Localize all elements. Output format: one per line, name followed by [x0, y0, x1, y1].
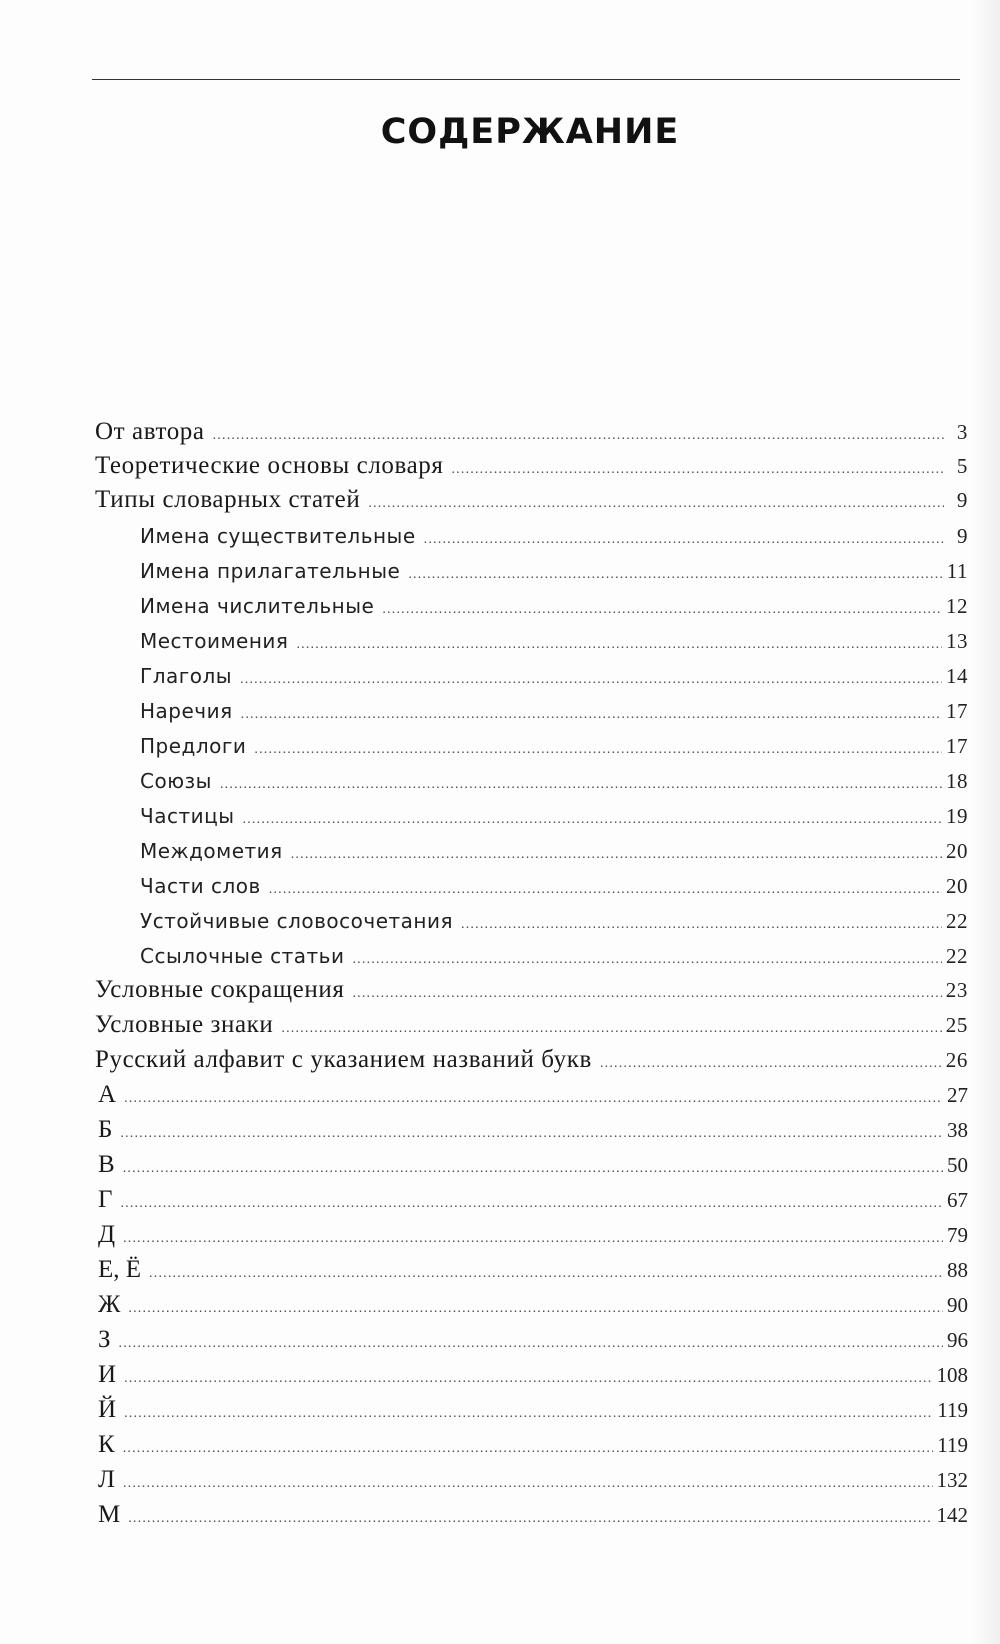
toc-entry-label: Имена числительные [140, 594, 375, 618]
toc-entry-page: 96 [947, 1328, 968, 1352]
toc-letter-entry[interactable] [98, 1431, 968, 1459]
toc-letter-entry[interactable] [98, 1221, 968, 1249]
toc-entry[interactable] [95, 486, 968, 514]
toc-entry-label: Е, Ё [98, 1256, 142, 1283]
dot-leader [352, 986, 941, 1002]
toc-letter-entry[interactable] [98, 1186, 968, 1214]
dot-leader [424, 532, 944, 548]
toc-entry-label: Теоретические основы словаря [95, 452, 444, 479]
toc-letter-entry[interactable] [98, 1466, 968, 1494]
dot-leader [296, 637, 942, 653]
toc-letter-entry[interactable] [98, 1291, 968, 1319]
toc-entry-page: 27 [947, 1083, 968, 1107]
dot-leader [600, 1056, 942, 1072]
toc-subentry[interactable] [140, 839, 968, 864]
toc-entry-page: 26 [945, 1048, 968, 1072]
toc-entry-label: Л [98, 1466, 115, 1493]
page-edge-shadow [972, 0, 1000, 1644]
toc-subentry[interactable] [140, 769, 968, 794]
toc-entry-page: 11 [946, 559, 968, 583]
toc-entry-label: К [98, 1431, 115, 1458]
dot-leader [124, 1406, 933, 1422]
toc-letter-entry[interactable] [98, 1396, 968, 1424]
toc-letter-entry[interactable] [98, 1256, 968, 1284]
toc-entry-label: Междометия [140, 839, 283, 863]
toc-entry[interactable] [95, 976, 968, 1004]
toc-entry-label: Имена существительные [140, 524, 416, 548]
dot-leader [241, 707, 942, 723]
toc-entry-label: От автора [95, 418, 205, 445]
toc-letter-entry[interactable] [98, 1361, 968, 1389]
toc-entry-label: Русский алфавит с указанием названий букв [95, 1046, 592, 1073]
dot-leader [291, 847, 942, 863]
dot-leader [243, 812, 942, 828]
toc-entry[interactable] [95, 418, 968, 446]
toc-subentry[interactable] [140, 734, 968, 759]
toc-entry-label: Части слов [140, 874, 261, 898]
toc-entry-label: З [98, 1326, 111, 1353]
toc-letter-entry[interactable] [98, 1501, 968, 1529]
dot-leader [240, 672, 942, 688]
toc-entry-label: Местоимения [140, 629, 289, 653]
toc-subentry[interactable] [140, 909, 968, 934]
toc-entry-page: 25 [945, 1013, 968, 1037]
toc-entry-page: 20 [946, 839, 968, 863]
dot-leader [123, 1441, 934, 1457]
toc-entry-page: 9 [956, 488, 968, 512]
toc-letter-entry[interactable] [98, 1326, 968, 1354]
toc-subentry[interactable] [140, 664, 968, 689]
toc-entry-page: 119 [937, 1433, 968, 1457]
toc-subentry[interactable] [140, 804, 968, 829]
dot-leader [123, 1231, 943, 1247]
toc-entry-label: А [98, 1081, 117, 1108]
toc-entry-page: 18 [946, 769, 968, 793]
toc-entry-page: 17 [946, 699, 968, 723]
toc-subentry[interactable] [140, 524, 968, 549]
toc-entry-page: 108 [936, 1363, 968, 1387]
dot-leader [408, 567, 942, 583]
dot-leader [382, 602, 942, 618]
dot-leader [124, 1371, 932, 1387]
toc-entry-label: Ссылочные статьи [140, 944, 345, 968]
toc-entry-page: 9 [957, 524, 968, 548]
toc-entry-label: Союзы [140, 769, 212, 793]
toc-entry-page: 22 [946, 944, 968, 968]
toc-entry[interactable] [95, 452, 968, 480]
dot-leader [213, 428, 944, 444]
toc-entry-page: 119 [937, 1398, 968, 1422]
dot-leader [352, 952, 942, 968]
toc-entry-label: Имена прилагательные [140, 559, 401, 583]
toc-letter-entry[interactable] [98, 1116, 968, 1144]
toc-entry-label: Й [98, 1396, 117, 1423]
toc-subentry[interactable] [140, 944, 968, 969]
toc-entry-label: М [98, 1501, 121, 1528]
toc-entry-page: 5 [956, 454, 968, 478]
toc-entry-page: 38 [947, 1118, 968, 1142]
toc-entry-page: 3 [956, 420, 968, 444]
dot-leader [368, 496, 944, 512]
toc-subentry[interactable] [140, 699, 968, 724]
toc-entry[interactable] [95, 1011, 968, 1039]
dot-leader [124, 1091, 943, 1107]
toc-entry-page: 13 [946, 629, 968, 653]
toc-entry-page: 19 [946, 804, 968, 828]
toc-entry-label: Ж [98, 1291, 121, 1318]
toc-entry-label: Частицы [140, 804, 235, 828]
dot-leader [451, 462, 944, 478]
toc-subentry[interactable] [140, 629, 968, 654]
toc-subentry[interactable] [140, 594, 968, 619]
toc-entry-page: 79 [947, 1223, 968, 1247]
toc-entry-label: Типы словарных статей [95, 486, 361, 513]
toc-entry-label: Наречия [140, 699, 233, 723]
toc-letter-entry[interactable] [98, 1151, 968, 1179]
toc-subentry[interactable] [140, 874, 968, 899]
dot-leader [120, 1126, 943, 1142]
toc-entry-page: 12 [946, 594, 968, 618]
toc-entry-label: Предлоги [140, 734, 247, 758]
page-title: СОДЕРЖАНИЕ [380, 112, 680, 152]
toc-entry-page: 17 [946, 734, 968, 758]
dot-leader [220, 777, 942, 793]
dot-leader [269, 882, 942, 898]
toc-entry-page: 20 [946, 874, 968, 898]
toc-entry-page: 90 [947, 1293, 968, 1317]
toc-entry-label: И [98, 1361, 117, 1388]
dot-leader [128, 1301, 943, 1317]
toc-entry-page: 142 [936, 1503, 968, 1527]
toc-entry-page: 14 [946, 664, 968, 688]
toc-entry-page: 88 [947, 1258, 968, 1282]
toc-entry-label: Глаголы [140, 664, 233, 688]
toc-entry-page: 23 [945, 978, 968, 1002]
dot-leader [128, 1511, 932, 1527]
dot-leader [281, 1021, 941, 1037]
toc-entry-label: Условные знаки [95, 1011, 274, 1038]
dot-leader [123, 1161, 943, 1177]
toc-subentry[interactable] [140, 559, 968, 584]
toc-entry-page: 22 [946, 909, 968, 933]
dot-leader [149, 1266, 943, 1282]
dot-leader [123, 1476, 933, 1492]
dot-leader [120, 1196, 943, 1212]
toc-entry-page: 67 [947, 1188, 968, 1212]
dot-leader [461, 917, 942, 933]
toc-entry-label: Д [98, 1221, 116, 1248]
toc-letter-entry[interactable] [98, 1081, 968, 1109]
toc-entry-label: Устойчивые словосочетания [140, 909, 454, 933]
toc-entry-page: 50 [947, 1153, 968, 1177]
toc-entry-label: Условные сокращения [95, 976, 345, 1003]
dot-leader [119, 1336, 943, 1352]
toc-entry-page: 132 [936, 1468, 968, 1492]
toc-entry-label: Г [98, 1186, 113, 1213]
toc-entry-label: В [98, 1151, 115, 1178]
dot-leader [254, 742, 942, 758]
toc-entry-label: Б [98, 1116, 113, 1143]
toc-entry[interactable] [95, 1046, 968, 1074]
